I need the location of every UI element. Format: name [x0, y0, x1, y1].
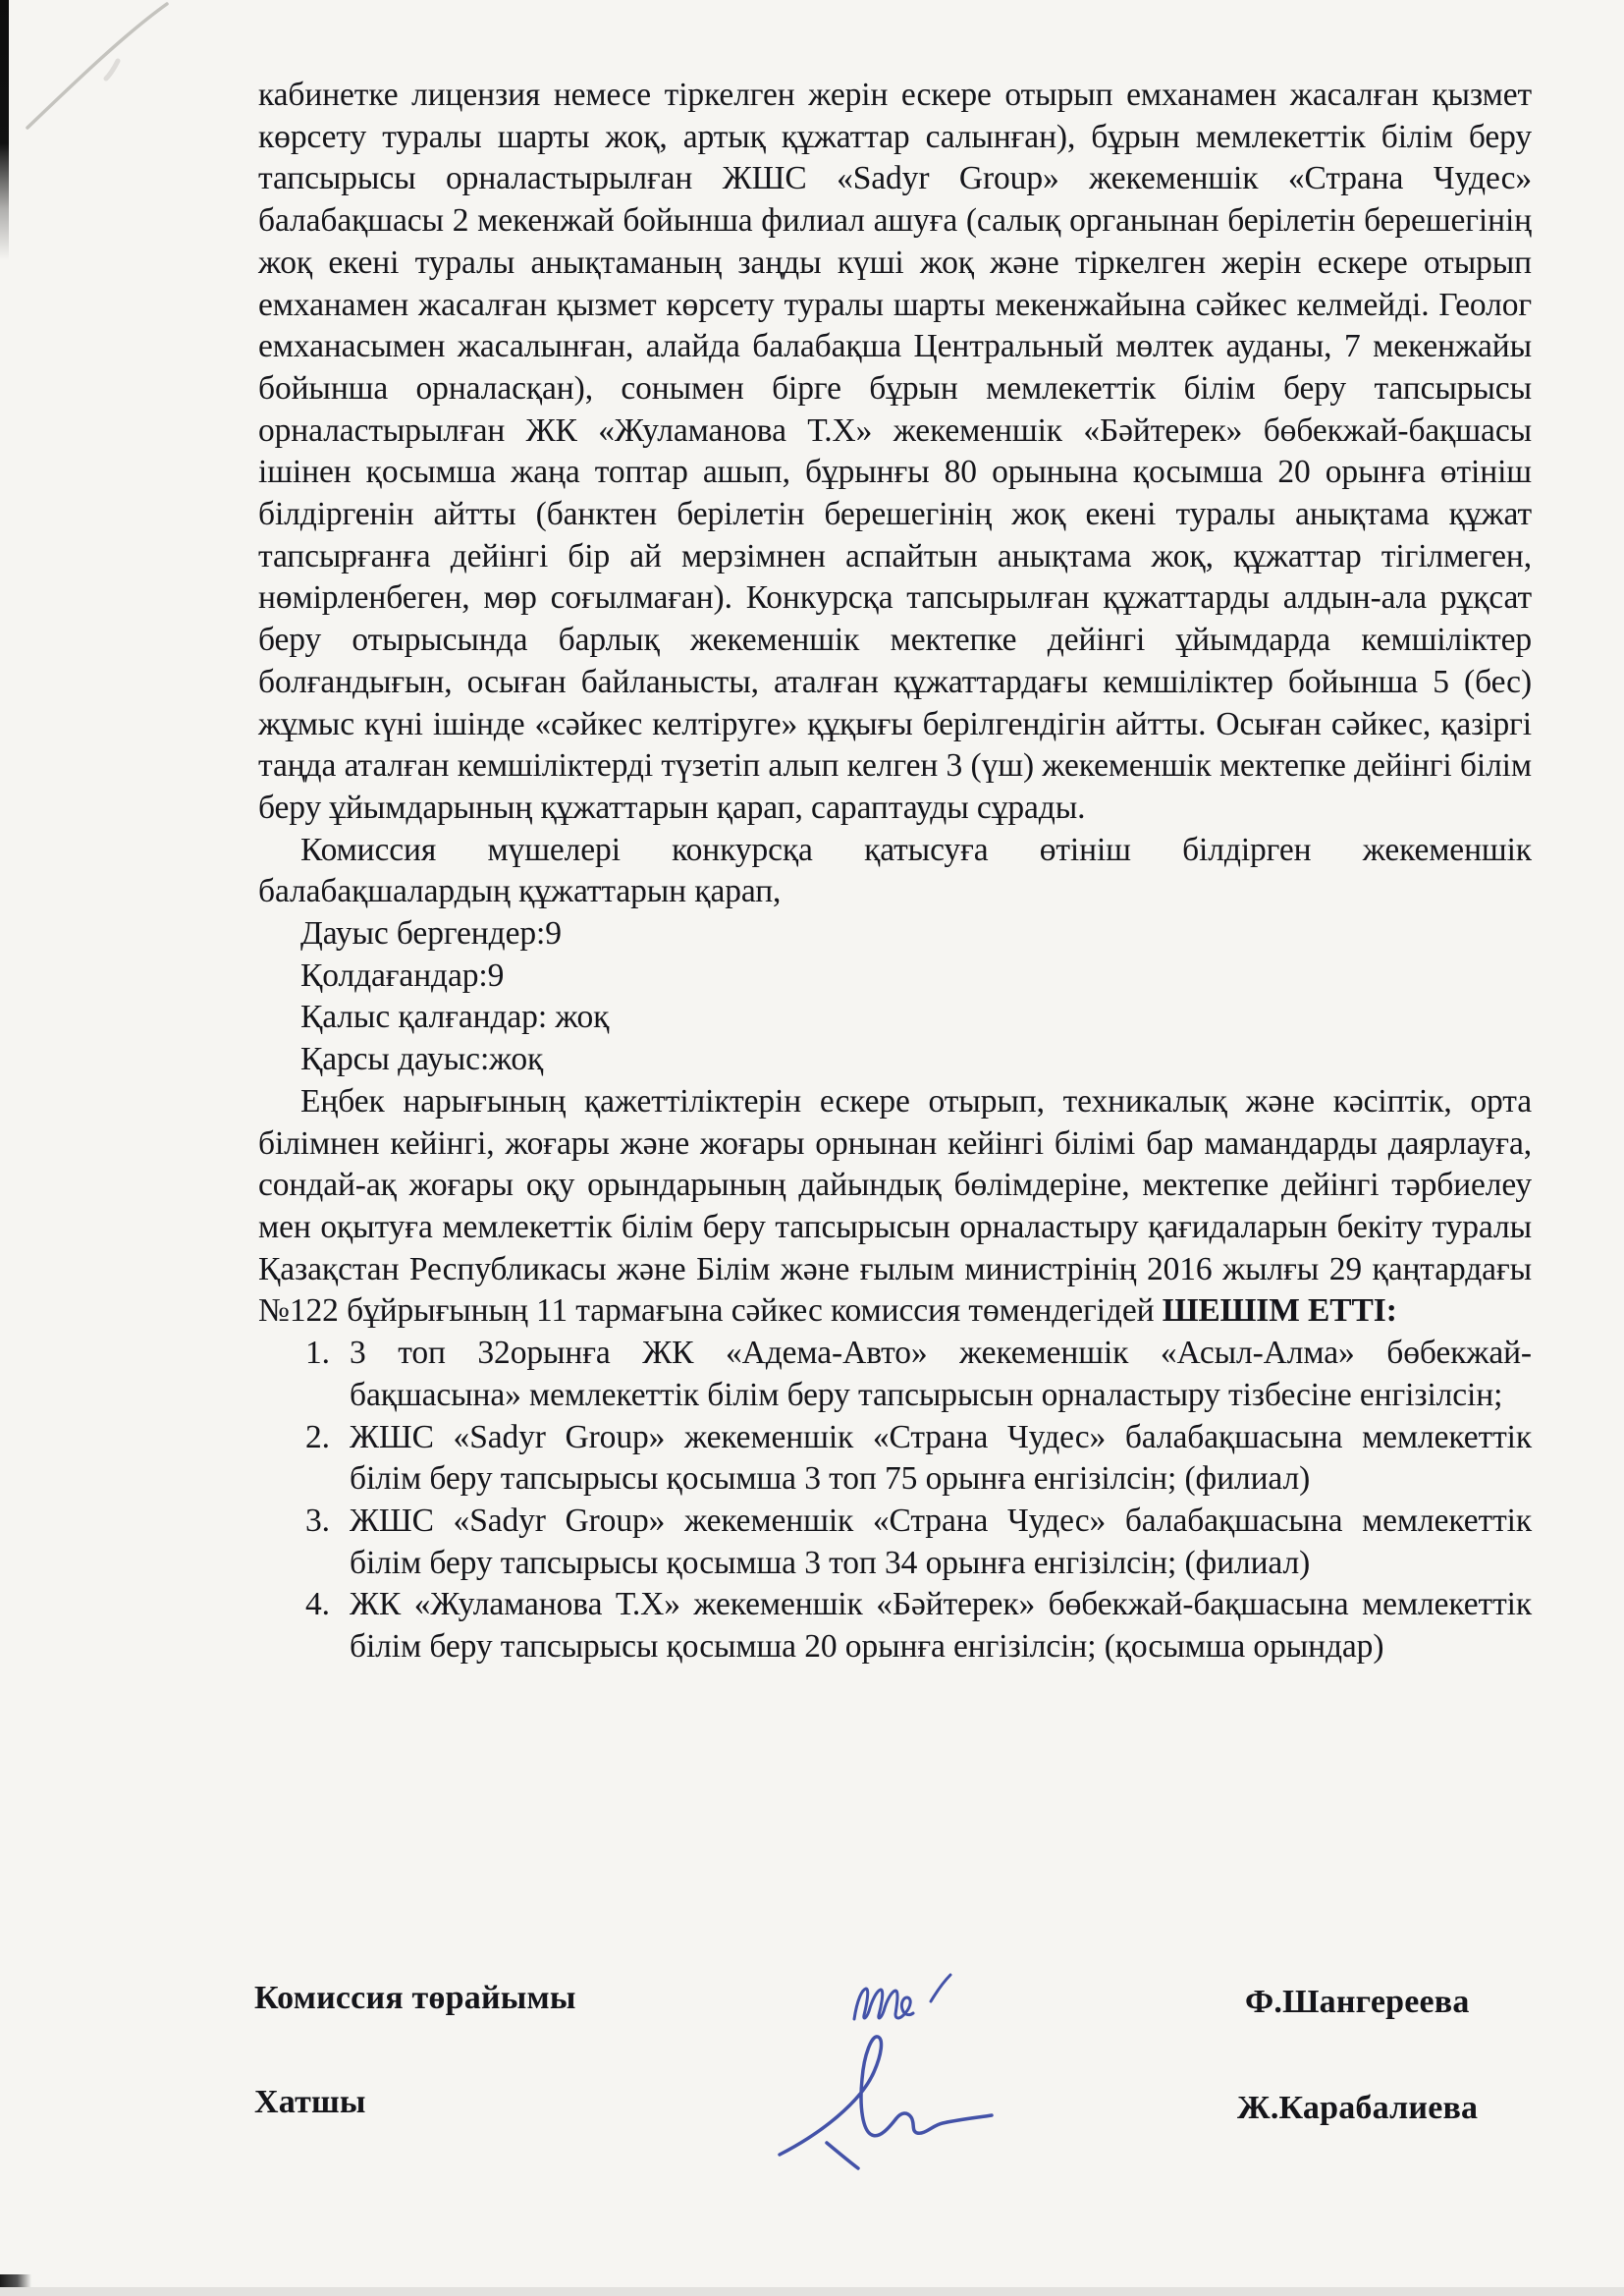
decision-list: [258, 1333, 1532, 1668]
decision-item: [305, 1417, 1532, 1501]
vote-line: Дауыс бергендер:9: [300, 915, 562, 953]
item-number: 1.: [305, 1335, 330, 1372]
decision-paragraph: [258, 1081, 1532, 1333]
item-number: 4.: [305, 1586, 330, 1623]
item-text: ЖШС «Sadyr Group» жекеменшік «Страна Чудес» балабақшасына мемлекеттік білім беру тапсырысы қосымша 3 топ 34 орынға енгізілсін; (филиал): [350, 1502, 1532, 1581]
item-number: 3.: [305, 1502, 330, 1539]
signature-name: Ж.Карабалиева: [1237, 2090, 1479, 2126]
vote-line: Қолдағандар:9: [300, 957, 505, 994]
decision-item: [305, 1584, 1532, 1667]
decision-item: [305, 1501, 1532, 1584]
scan-edge-shadow: [0, 2287, 1624, 2296]
paragraph: Комиссия мүшелері конкурсқа қатысуға өтініш білдірген жекеменшік балабақшалардың құжаттарын қарап,: [258, 831, 1532, 910]
document-body: [258, 75, 1532, 1668]
signature-name: Ф.Шангереева: [1245, 1984, 1470, 2020]
scratch-mark: [0, 0, 255, 196]
decision-intro: Еңбек нарығының қажеттіліктерін ескере отырып, техникалық және кәсіптік, орта білімнен кейінгі, жоғары және жоғары орнынан кейінгі білімі бар мамандарды даярлауға, сондай-ақ жоғары оқу орындарының дайындық бөлімдеріне, мектепке дейінгі тәрбиелеу мен оқытуға мемлекеттік білім беру тапсырысын орналастыру қағидаларын бекіту туралы Қазақстан Республикасы және Білім және ғылым министрінің 2016 жылғы 29 қаңтардағы №122 бұйрығының 11 тармағына сәйкес комиссия төмендегідей: [258, 1082, 1532, 1330]
item-text: 3 топ 32орынға ЖК «Адема-Авто» жекеменшік «Асыл-Алма» бөбекжай-бақшасына» мемлекеттік білім беру тапсырысын орналастыру тізбесіне енгізілсін;: [350, 1335, 1532, 1413]
vote-line: Қалыс қалғандар: жоқ: [300, 999, 610, 1036]
signature-role: Комиссия төрайымы: [254, 1980, 576, 2016]
item-text: ЖШС «Sadyr Group» жекеменшік «Страна Чудес» балабақшасына мемлекеттік білім беру тапсырысы қосымша 3 топ 75 орынға енгізілсін; (филиал): [350, 1418, 1532, 1498]
item-number: 2.: [305, 1418, 330, 1455]
vote-line: Қарсы дауыс:жоқ: [300, 1041, 544, 1078]
handwritten-signature: [846, 1968, 974, 2042]
handwritten-signature: [768, 2025, 1003, 2182]
decision-item: [305, 1333, 1532, 1416]
decision-heading: ШЕШІМ ЕТТІ:: [1162, 1292, 1397, 1330]
item-text: ЖК «Жуламанова Т.Х» жекеменшік «Бәйтерек» бөбекжай-бақшасына мемлекеттік білім беру тапсырысы қосымша 20 орынға енгізілсін; (қосымша орындар): [350, 1586, 1532, 1666]
signature-role: Хатшы: [254, 2084, 366, 2120]
paragraph: кабинетке лицензия немесе тіркелген жерін ескере отырып емханамен жасалған қызмет көрсету туралы шарты жоқ, артық құжаттар салынған), бұрын мемлекеттік білім беру тапсырысы орналастырылған ЖШС «Sadyr Group» жекеменшік «Страна Чудес» балабақшасы 2 мекенжай бойынша филиал ашуға (салық органынан берілетін берешегінің жоқ екені туралы анықтаманың заңды күші жоқ және тіркелген жерін ескере отырып емханамен жасалған қызмет көрсету туралы шарты мекенжайына сәйкес келмейді. Геолог емханасымен жасалынған, алайда балабақша Центральный мөлтек ауданы, 7 мекенжайы бойынша орналасқан), сонымен бірге бұрын мемлекеттік білім беру тапсырысы орналастырылған ЖК «Жуламанова Т.Х» жекеменшік «Бәйтерек» бөбекжай-бақшасы ішінен қосымша жаңа топтар ашып, бұрынғы 80 орынына қосымша 20 орынға өтініш білдіргенін айтты (банктен берілетін берешегінің жоқ екені туралы анықтама құжат тапсырғанға дейінгі бір ай мерзімнен аспайтын анықтама жоқ, құжаттар тігілмеген, нөмірленбеген, мөр соғылмаған). Конкурсқа тапсырылған құжаттарды алдын-ала рұқсат беру отырысында барлық жекеменшік мектепке дейінгі ұйымдарда кемшіліктер болғандығын, осыған байланысты, аталған құжаттардағы кемшіліктер бойынша 5 (бес) жұмыс күні ішінде «сәйкес келтіруге» құқығы берілгендігін айтты. Осыған сәйкес, қазіргі таңда аталған кемшіліктерді түзетіп алып келген 3 (үш) жекеменшік мектепке дейінгі білім беру ұйымдарының құжаттарын қарап, сараптауды сұрады.: [258, 77, 1532, 826]
